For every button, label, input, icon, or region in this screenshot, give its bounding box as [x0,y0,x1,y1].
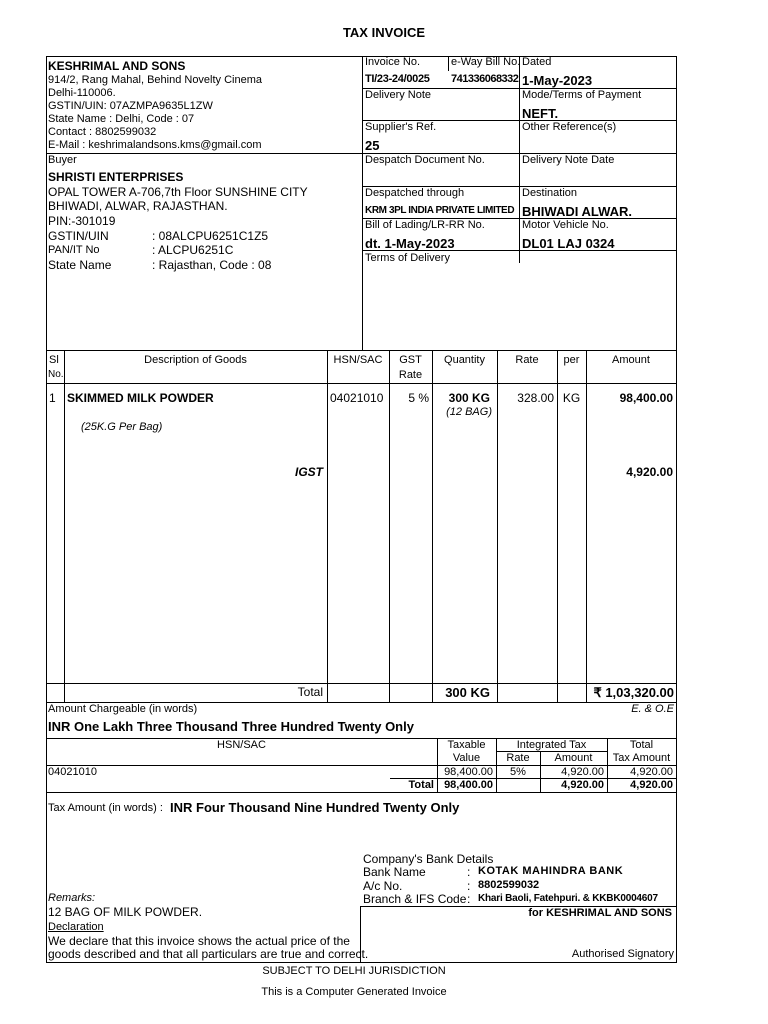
col-description: Description of Goods [144,354,247,366]
seller-state: State Name : Delhi, Code : 07 [48,113,195,125]
seller-address-line2: Delhi-110006. [48,87,116,99]
vehicle-label: Motor Vehicle No. [522,219,609,231]
destination-label: Destination [522,187,578,199]
tax-taxable-header2: Value [452,752,481,764]
seller-gstin: GSTIN/UIN: 07AZMPA9635L1ZW [48,100,213,112]
tax-words-label: Tax Amount (in words) : [48,802,163,814]
tax-integrated-header: Integrated Tax [516,739,587,751]
item-rate: 328.00 [517,391,554,405]
item-quantity-alt: (12 BAG) [446,406,492,418]
col-rate: Rate [515,354,539,366]
vehicle-no: DL01 LAJ 0324 [522,236,615,251]
tax-footer-amount: 4,920.00 [561,779,604,791]
terms-delivery-label: Terms of Delivery [365,252,450,264]
col-gst-rate: Rate [398,369,423,381]
supplier-ref-label: Supplier's Ref. [365,121,437,133]
col-sl-no: No. [48,369,64,380]
igst-label: IGST [294,465,323,479]
item-hsn: 04021010 [330,391,384,405]
total-amount: ₹ 1,03,320.00 [593,685,674,700]
eway-bill-no: 741336068332 [451,73,519,85]
buyer-caption: Buyer [48,154,77,166]
despatched-through-label: Despatched through [365,187,465,199]
bill-lading: dt. 1-May-2023 [365,236,455,251]
seller-email: E-Mail : keshrimalandsons.kms@gmail.com [48,139,262,151]
buyer-state-label: State Name [48,258,112,272]
eoe-note: E. & O.E [631,703,674,715]
amount-words-label: Amount Chargeable (in words) [48,703,198,715]
tax-rate-header: Rate [506,752,530,764]
col-quantity: Quantity [444,354,485,366]
buyer-name: SHRISTI ENTERPRISES [48,170,184,184]
bank-name-label: Bank Name [363,865,426,879]
despatched-through: KRM 3PL INDIA PRIVATE LIMITED [365,205,515,216]
tax-total-header1: Total [629,739,654,751]
col-per: per [563,354,580,366]
col-amount: Amount [612,354,650,366]
seller-address-line1: 914/2, Rang Mahal, Behind Novelty Cinema [48,74,263,86]
bank-branch-colon: : [467,892,471,906]
declaration-line1: We declare that this invoice shows the actual price of the [48,934,350,948]
bank-branch-value: Khari Baoli, Fatehpuri. & KKBK0004607 [478,893,658,904]
invoice-no-label: Invoice No. [365,56,421,68]
eway-bill-label: e-Way Bill No. [451,56,521,68]
tax-row-hsn: 04021010 [48,766,97,778]
computer-generated-note: This is a Computer Generated Invoice [261,986,447,998]
item-subtext: (25K.G Per Bag) [81,421,163,433]
tax-row-total: 4,920.00 [630,766,673,778]
jurisdiction-note: SUBJECT TO DELHI JURISDICTION [262,965,446,977]
tax-footer-total: 4,920.00 [630,779,673,791]
bill-lading-label: Bill of Lading/LR-RR No. [365,219,485,231]
tax-row-rate: 5% [510,766,526,778]
tax-amount-header: Amount [554,752,593,764]
bank-ac-value: 8802599032 [478,879,540,891]
dated-label: Dated [522,56,552,68]
buyer-pan-value: : ALCPU6251C [152,243,234,257]
buyer-pin: PIN:-301019 [48,214,116,228]
destination: BHIWADI ALWAR. [522,204,633,219]
despatch-doc-label: Despatch Document No. [365,154,485,166]
total-quantity: 300 KG [445,685,490,700]
supplier-ref: 25 [365,138,380,153]
document-title: TAX INVOICE [342,25,426,40]
buyer-address-line1: OPAL TOWER A-706,7th Floor SUNSHINE CITY [48,185,308,199]
item-per: KG [562,391,581,405]
other-ref-label: Other Reference(s) [522,121,617,133]
declaration-line2: goods described and that all particulars are true and correct. [48,947,369,961]
seller-name: KESHRIMAL AND SONS [48,59,186,73]
igst-amount: 4,920.00 [626,465,673,479]
buyer-gstin-label: GSTIN/UIN [48,229,109,243]
invoice-date: 1-May-2023 [522,73,593,88]
tax-total-header2: Tax Amount [612,752,671,764]
payment-terms-label: Mode/Terms of Payment [522,89,642,101]
buyer-pan-label: PAN/IT No [48,244,100,256]
remarks-label: Remarks: [48,892,96,904]
buyer-address-line2: BHIWADI, ALWAR, RAJASTHAN. [48,199,228,213]
bank-name-value: KOTAK MAHINDRA BANK [478,865,624,877]
declaration-label: Declaration [48,921,104,933]
tax-row-taxable: 98,400.00 [444,766,493,778]
col-gst: GST [399,354,422,366]
signatory-sign: Authorised Signatory [571,948,674,960]
seller-contact: Contact : 8802599032 [48,126,157,138]
item-sl: 1 [49,391,56,405]
remarks-value: 12 BAG OF MILK POWDER. [48,905,203,919]
invoice-no: TI/23-24/0025 [365,73,430,85]
buyer-state-value: : Rajasthan, Code : 08 [152,258,272,272]
tax-words-value: INR Four Thousand Nine Hundred Twenty Only [170,800,460,815]
delivery-note-date-label: Delivery Note Date [522,154,615,166]
bank-title: Company's Bank Details [363,852,494,866]
buyer-gstin-value: : 08ALCPU6251C1Z5 [152,229,269,243]
item-description: SKIMMED MILK POWDER [67,391,214,405]
col-hsn: HSN/SAC [333,354,383,366]
tax-hsn-header: HSN/SAC [217,739,266,751]
item-quantity: 300 KG [448,391,490,405]
signatory-for: for KESHRIMAL AND SONS [528,907,672,919]
bank-name-colon: : [467,865,471,879]
tax-row-amount: 4,920.00 [561,766,604,778]
tax-footer-label: Total [408,779,434,791]
bank-branch-label: Branch & IFS Code [363,892,467,906]
tax-footer-taxable: 98,400.00 [444,779,493,791]
col-sl: Sl [49,354,59,366]
total-label: Total [297,685,323,699]
payment-terms: NEFT. [522,106,559,121]
bank-ac-colon: : [467,879,471,893]
tax-taxable-header1: Taxable [447,739,486,751]
item-gst-rate: 5 % [408,391,429,405]
bank-ac-label: A/c No. [363,879,403,893]
amount-words-value: INR One Lakh Three Thousand Three Hundred Twenty Only [48,719,414,734]
delivery-note-label: Delivery Note [365,89,432,101]
item-amount: 98,400.00 [619,391,673,405]
